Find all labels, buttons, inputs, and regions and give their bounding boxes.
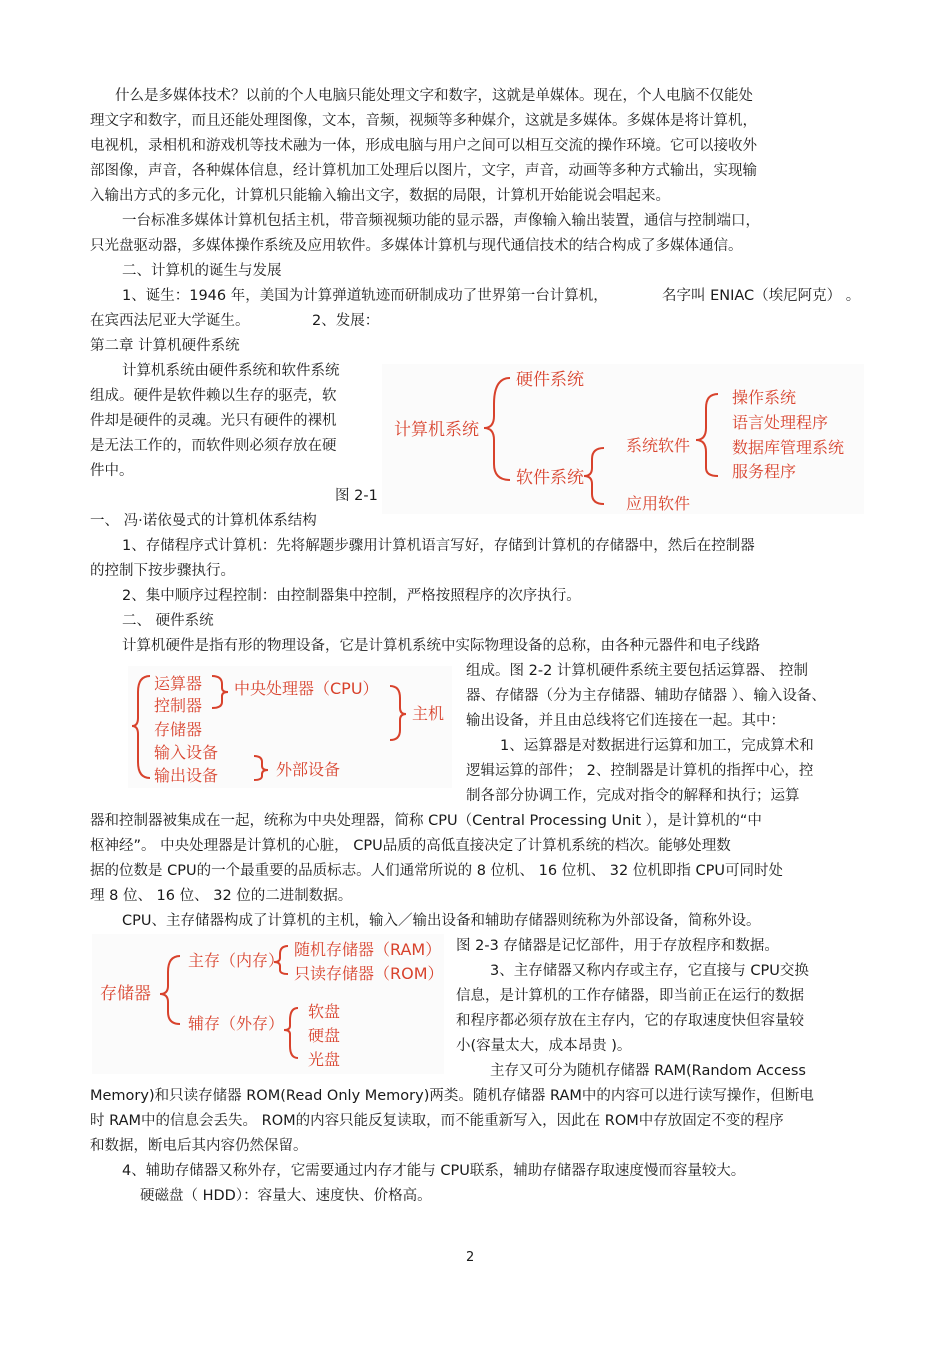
- text-line: 组成。图 2-2 计算机硬件系统主要包括运算器、 控制: [466, 663, 809, 679]
- text-line: 和数据，断电后其内容仍然保留。: [90, 1138, 308, 1154]
- diagram-label: 主机: [412, 704, 445, 723]
- text-line: 2、发展：: [312, 313, 380, 329]
- text-line: 枢神经”。 中央处理器是计算机的心脏， CPU品质的高低直接决定了计算机系统的档次。能够处理数: [90, 838, 731, 854]
- text-line: 器和控制器被集成在一起，统称为中央处理器，简称 CPU（Central Processing Unit ），是计算机的“中: [90, 813, 762, 829]
- diagram-label: 存储器: [154, 720, 203, 739]
- diagram-label: 辅存（外存）: [188, 1014, 285, 1033]
- diagram-label: 软盘: [308, 1002, 341, 1021]
- section-heading: 一、 冯·诺依曼式的计算机体系结构: [90, 513, 317, 529]
- text-line: 电视机，录相机和游戏机等技术融为一体，形成电脑与用户之间可以相互交流的操作环境。它可以接收外: [90, 138, 757, 154]
- diagram-label: 输出设备: [154, 766, 219, 785]
- diagram-label: 只读存储器（ROM）: [294, 964, 444, 983]
- diagram-label: 硬盘: [308, 1026, 341, 1045]
- text-line: 硬磁盘（ HDD）：容量大、速度快、价格高。: [140, 1188, 432, 1204]
- section-heading: 二、计算机的诞生与发展: [122, 263, 282, 279]
- text-line: CPU、主存储器构成了计算机的主机，输入／输出设备和辅助存储器则统称为外部设备，简称外设。: [122, 913, 761, 929]
- diagram-label: 软件系统: [516, 468, 584, 488]
- diagram-label: 光盘: [308, 1050, 341, 1069]
- text-line: 信息，是计算机的工作存储器，即当前正在运行的数据: [456, 988, 804, 1004]
- diagram-label: 应用软件: [626, 494, 691, 513]
- text-line: 部图像，声音，各种媒体信息，经计算机加工处理后以图片，文字，声音，动画等多种方式输出，实现输: [90, 163, 757, 179]
- text-line: 1、存储程序式计算机：先将解题步骤用计算机语言写好，存储到计算机的存储器中，然后在控制器: [122, 538, 755, 554]
- text-line: 一台标准多媒体计算机包括主机，带音频视频功能的显示器，声像输入输出装置，通信与控制端口，: [122, 213, 760, 229]
- text-line: 图 2-3 存储器是记忆部件，用于存放程序和数据。: [456, 938, 779, 954]
- text-line: 只光盘驱动器，多媒体操作系统及应用软件。多媒体计算机与现代通信技术的结合构成了多媒体通信。: [90, 238, 743, 254]
- chapter-heading: 第二章 计算机硬件系统: [90, 338, 240, 354]
- text-line: 入输出方式的多元化，计算机只能输入输出文字，数据的局限，计算机开始能说会唱起来。: [90, 188, 670, 204]
- page-number: 2: [466, 1250, 475, 1265]
- figure-hardware-system: [128, 666, 452, 788]
- text-line: 是无法工作的，而软件则必须存放在硬: [90, 438, 337, 454]
- text-line: 制各部分协调工作，完成对指令的解释和执行；运算: [466, 788, 800, 804]
- diagram-label: 主存（内存）: [188, 951, 285, 970]
- diagram-label: 随机存储器（RAM）: [294, 940, 442, 959]
- diagram-label: 控制器: [154, 696, 203, 715]
- diagram-label: 服务程序: [732, 462, 797, 481]
- diagram-label: 外部设备: [276, 760, 341, 779]
- diagram-label: 语言处理程序: [732, 413, 829, 432]
- text-line: 输出设备，并且由总线将它们连接在一起。其中：: [466, 713, 785, 729]
- diagram-label: 中央处理器（CPU）: [234, 679, 379, 698]
- text-line: 和程序都必须存放在主存内，它的存取速度快但容量较: [456, 1013, 804, 1029]
- text-line: 主存又可分为随机存储器 RAM(Random Access: [490, 1063, 806, 1079]
- text-line: 计算机系统由硬件系统和软件系统: [122, 363, 340, 379]
- text-line: 1、运算器是对数据进行运算和加工，完成算术和: [500, 738, 814, 754]
- text-line: 4、辅助存储器又称外存，它需要通过内存才能与 CPU联系，辅助存储器存取速度慢而容量较大。: [122, 1163, 746, 1179]
- text-line: 时 RAM中的信息会丢失。 ROM的内容只能反复读取，而不能重新写入，因此在 ROM中存放固定不变的程序: [90, 1113, 784, 1129]
- text-line: 1、诞生：1946 年，美国为计算弹道轨迹而研制成功了世界第一台计算机，: [122, 288, 608, 304]
- diagram-label: 系统软件: [626, 436, 691, 455]
- text-line: 逻辑运算的部件； 2、控制器是计算机的指挥中心，控: [466, 763, 814, 779]
- text-line: 2、集中顺序过程控制：由控制器集中控制，严格按照程序的次序执行。: [122, 588, 581, 604]
- diagram-label: 操作系统: [732, 388, 797, 407]
- text-line: Memory)和只读存储器 ROM(Read Only Memory)两类。随机存储器 RAM中的内容可以进行读写操作，但断电: [90, 1088, 814, 1104]
- figure-computer-system: [382, 364, 864, 514]
- diagram-label: 运算器: [154, 674, 203, 693]
- diagram-label: 计算机系统: [394, 420, 479, 440]
- diagram-label: 硬件系统: [516, 370, 584, 390]
- text-line: 的控制下按步骤执行。: [90, 563, 235, 579]
- diagram-label: 存储器: [100, 984, 151, 1004]
- figure-caption: 图 2-1: [335, 488, 378, 504]
- text-line: 件却是硬件的灵魂。光只有硬件的裸机: [90, 413, 337, 429]
- diagram-label: 数据库管理系统: [732, 438, 845, 457]
- diagram-label: 输入设备: [154, 743, 219, 762]
- text-line: 件中。: [90, 463, 134, 479]
- section-heading: 二、 硬件系统: [122, 613, 214, 629]
- text-line: 3、主存储器又称内存或主存，它直接与 CPU交换: [490, 963, 809, 979]
- text-line: 理文字和数字，而且还能处理图像，文本，音频，视频等多种媒介，这就是多媒体。多媒体是将计算机，: [90, 113, 757, 129]
- text-line: 计算机硬件是指有形的物理设备，它是计算机系统中实际物理设备的总称，由各种元器件和电子线路: [122, 638, 760, 654]
- text-line: 据的位数是 CPU的一个最重要的品质标志。人们通常所说的 8 位机、 16 位机、 32 位机即指 CPU可同时处: [90, 863, 783, 879]
- text-line: 器、存储器（分为主存储器、辅助存储器 ）、输入设备、: [466, 688, 826, 704]
- text-line: 什么是多媒体技术？以前的个人电脑只能处理文字和数字，这就是单媒体。现在，个人电脑不仅能处: [115, 88, 753, 104]
- text-line: 组成。硬件是软件赖以生存的驱壳，软: [90, 388, 337, 404]
- figure-memory-system: [92, 934, 444, 1074]
- text-line: 名字叫 ENIAC（埃尼阿克） 。: [662, 288, 861, 304]
- text-line: 在宾西法尼亚大学诞生。: [90, 313, 250, 329]
- text-line: 理 8 位、 16 位、 32 位的二进制数据。: [90, 888, 353, 904]
- text-line: 小(容量太大，成本昂贵 )。: [456, 1038, 632, 1054]
